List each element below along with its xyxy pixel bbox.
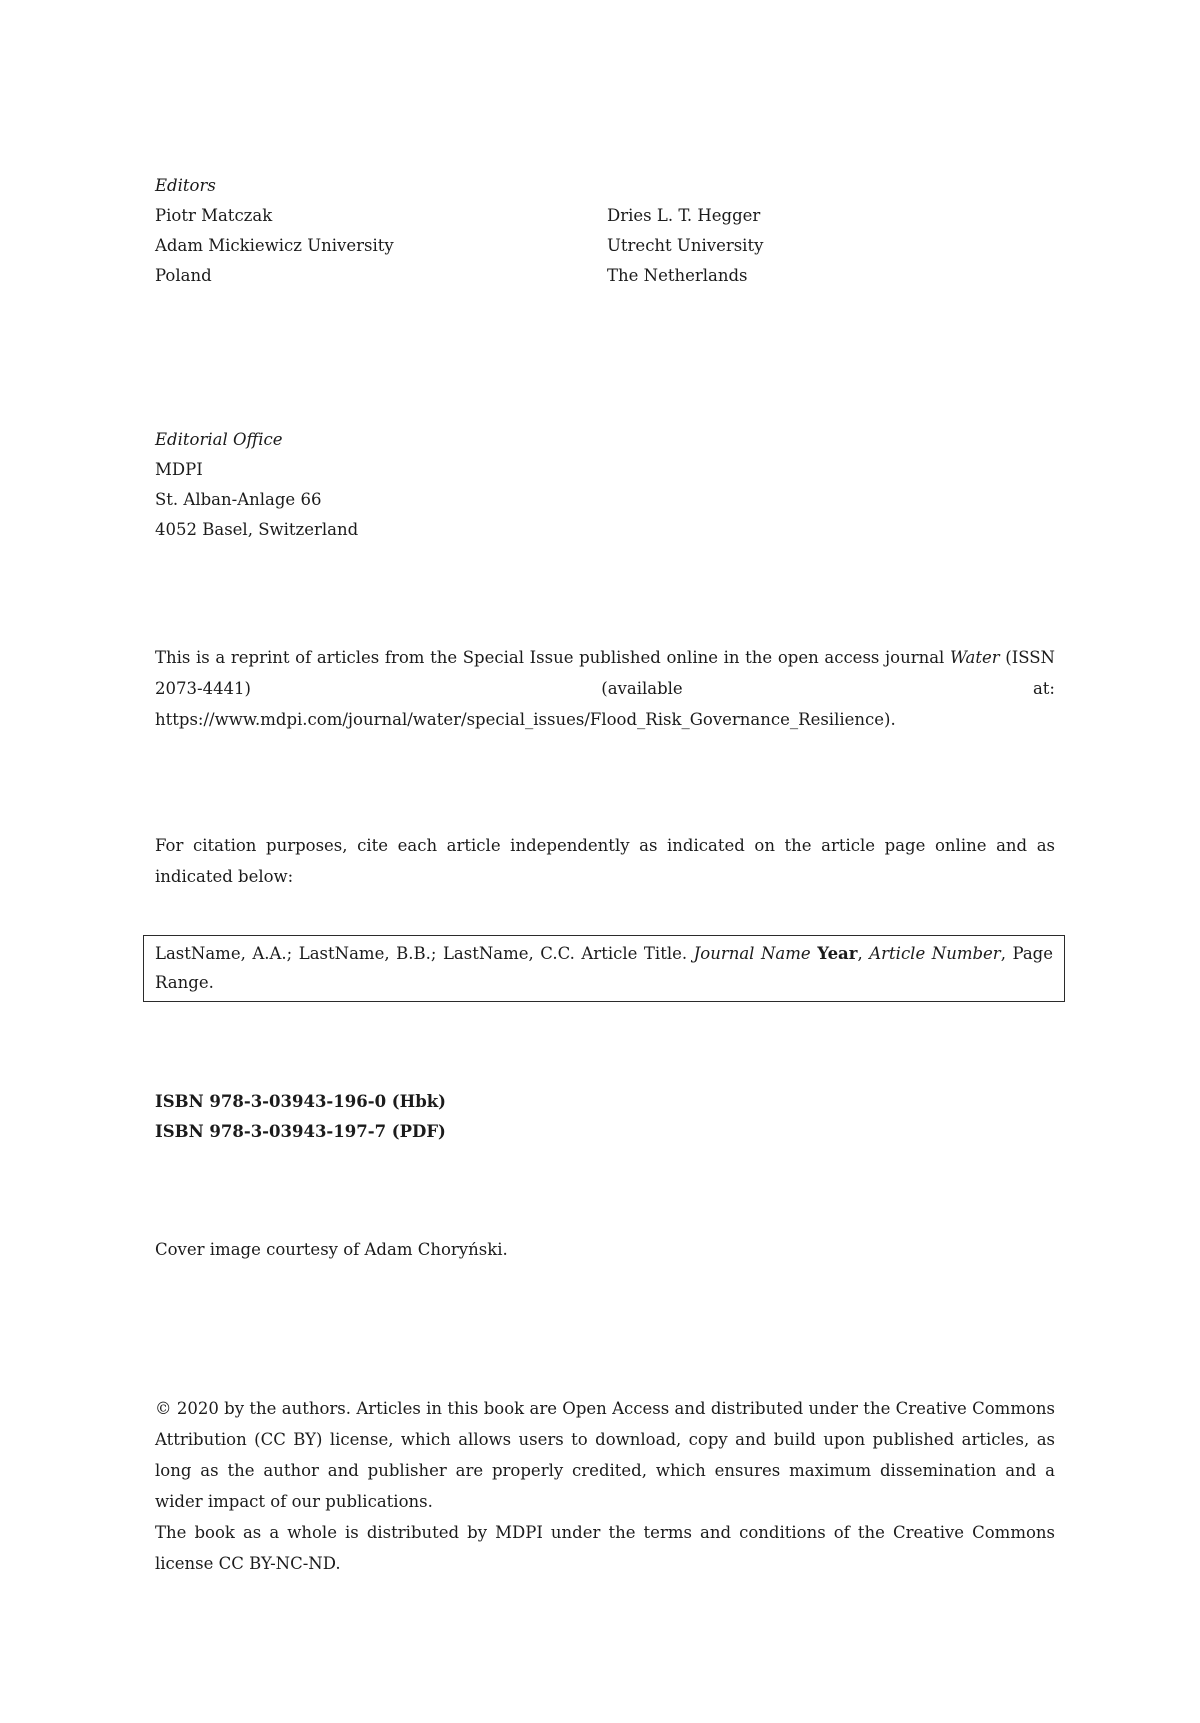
editors-heading: Editors <box>155 176 216 195</box>
reprint-notice-text: This is a reprint of articles from the Special Issue published online in the open access journal <box>155 648 950 667</box>
editorial-office-street: St. Alban-Anlage 66 <box>155 490 322 509</box>
editorial-office-heading: Editorial Office <box>155 430 283 449</box>
citation-separator: , <box>857 944 870 963</box>
citation-page-range: , Page Range. <box>155 944 1053 992</box>
editor-name: Dries L. T. Hegger <box>607 206 761 225</box>
special-issue-url: https://www.mdpi.com/journal/water/special_issues/Flood_Risk_Governance_Resilience <box>155 710 885 729</box>
citation-instruction-paragraph: For citation purposes, cite each article independently as indicated on the article page online and as indicated below: <box>155 836 1055 886</box>
reprint-notice-paragraph <box>155 642 1055 735</box>
citation-year-bold: Year <box>817 944 858 963</box>
editor-affiliation: Utrecht University <box>607 236 764 255</box>
citation-example-box <box>143 935 1065 1002</box>
reprint-notice-close: ). <box>884 710 896 729</box>
license-paragraph-1: © 2020 by the authors. Articles in this book are Open Access and distributed under the Creative Commons Attribution (CC BY) license, which allows users to download, copy and build upon published articles, as long as the author and publisher are properly credited, which ensures maximum dissemination and a wider impact of our publications. <box>155 1399 1055 1511</box>
editor-secondary <box>607 201 1055 291</box>
editor-affiliation: Adam Mickiewicz University <box>155 236 394 255</box>
editorial-office-publisher: MDPI <box>155 460 203 479</box>
reprint-notice-issn: (ISSN 2073-4441) (available at: <box>155 648 1055 698</box>
license-section <box>155 1393 1055 1579</box>
editors-columns <box>155 201 1055 291</box>
editors-section <box>155 170 1055 291</box>
cover-credit: Cover image courtesy of Adam Choryński. <box>155 1240 508 1259</box>
citation-article-number-italic: Article Number <box>869 944 1001 963</box>
isbn-section <box>155 1087 1055 1147</box>
editorial-office-address <box>155 455 1055 545</box>
isbn-pdf: ISBN 978-3-03943-197-7 (PDF) <box>155 1122 446 1141</box>
editor-name: Piotr Matczak <box>155 206 273 225</box>
isbn-hbk: ISBN 978-3-03943-196-0 (Hbk) <box>155 1092 446 1111</box>
license-paragraph-2: The book as a whole is distributed by MDPI under the terms and conditions of the Creative Commons license CC BY-NC-ND. <box>155 1523 1055 1573</box>
citation-authors-title: LastName, A.A.; LastName, B.B.; LastName, C.C. Article Title. <box>155 944 694 963</box>
editor-country: Poland <box>155 266 212 285</box>
editor-country: The Netherlands <box>607 266 748 285</box>
citation-journal-name-italic: Journal Name <box>693 944 811 963</box>
journal-name-italic: Water <box>949 648 1000 667</box>
editorial-office-section <box>155 424 1055 545</box>
editorial-office-city: 4052 Basel, Switzerland <box>155 520 359 539</box>
editor-primary <box>155 201 607 291</box>
